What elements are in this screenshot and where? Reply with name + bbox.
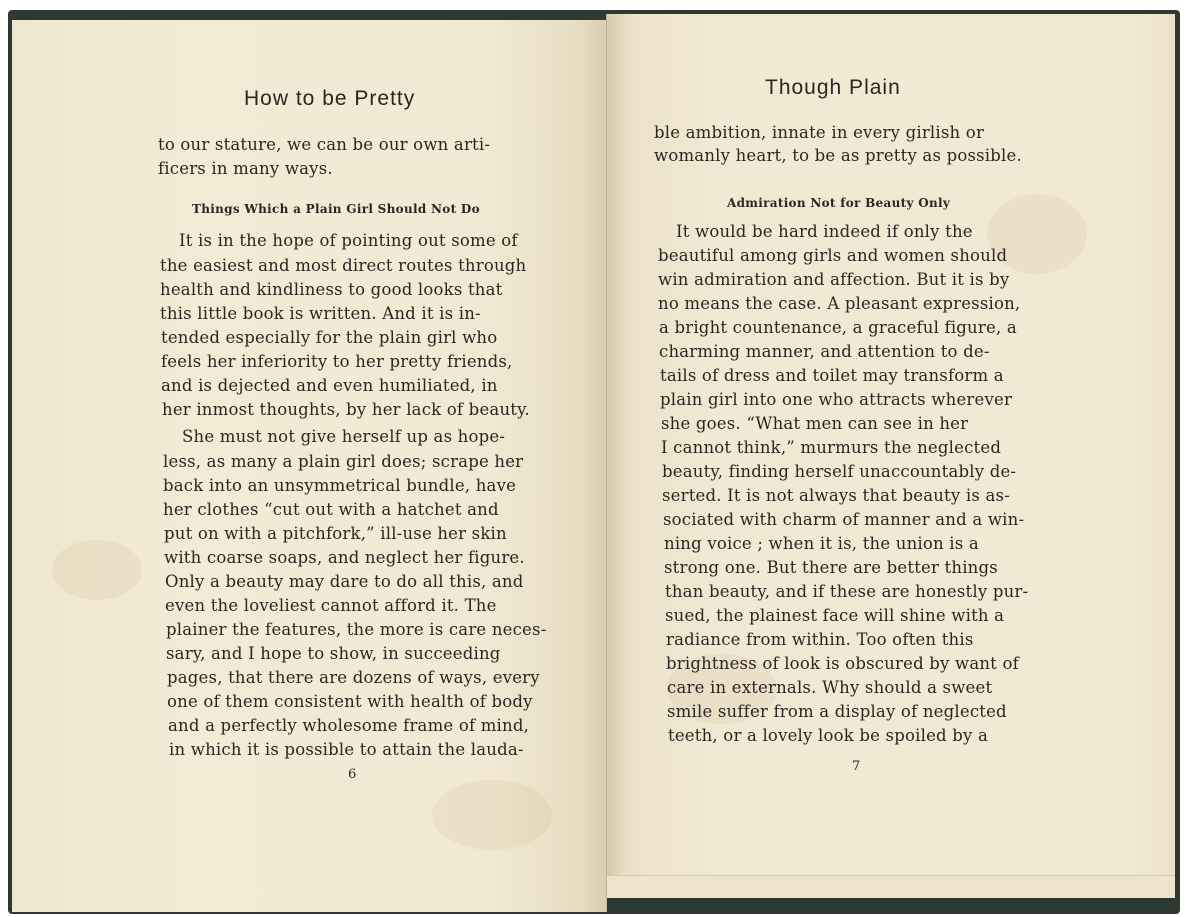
text-line: It would be hard indeed if only the (676, 222, 973, 241)
text-line: plain girl into one who attracts wherever (660, 390, 1013, 409)
text-line: her clothes “cut out with a hatchet and (163, 500, 499, 519)
text-line: tended especially for the plain girl who (161, 328, 498, 347)
text-line: smile suffer from a display of neglected (667, 702, 1007, 721)
section-heading: Things Which a Plain Girl Should Not Do (192, 202, 480, 216)
text-line: no means the case. A pleasant expression, (658, 294, 1021, 313)
text-line: ning voice ; when it is, the union is a (664, 534, 979, 553)
text-line: womanly heart, to be as pretty as possible. (654, 146, 1022, 165)
paper-stain (432, 780, 552, 850)
text-line: teeth, or a lovely look be spoiled by a (668, 726, 989, 745)
text-line: her inmost thoughts, by her lack of beauty. (162, 400, 530, 419)
text-line: the easiest and most direct routes through (160, 256, 527, 275)
text-line: even the loveliest cannot afford it. The (165, 596, 497, 615)
text-line: She must not give herself up as hope- (182, 427, 506, 446)
text-line: back into an unsymmetrical bundle, have (163, 476, 517, 495)
text-line: one of them consistent with health of body (167, 692, 533, 711)
running-head: Though Plain (765, 76, 901, 99)
right-page (606, 14, 1175, 898)
text-line: than beauty, and if these are honestly pur- (665, 582, 1029, 601)
text-line: and a perfectly wholesome frame of mind, (168, 716, 530, 735)
text-line: beautiful among girls and women should (658, 246, 1008, 265)
text-line: this little book is written. And it is in- (160, 304, 481, 323)
text-line: less, as many a plain girl does; scrape her (163, 452, 524, 471)
text-line: ficers in many ways. (158, 159, 333, 178)
text-line: I cannot think,” murmurs the neglected (661, 438, 1002, 457)
text-line: in which it is possible to attain the lauda- (169, 740, 524, 759)
text-line: tails of dress and toilet may transform a (660, 366, 1004, 385)
text-line: charming manner, and attention to de- (659, 342, 990, 361)
text-line: sued, the plainest face will shine with a (665, 606, 1005, 625)
text-line: sociated with charm of manner and a win- (663, 510, 1025, 529)
text-line: win admiration and affection. But it is by (658, 270, 1010, 289)
text-line: serted. It is not always that beauty is as- (662, 486, 1010, 505)
text-line: ble ambition, innate in every girlish or (654, 123, 985, 142)
text-line: to our stature, we can be our own arti- (158, 135, 491, 154)
text-line: put on with a pitchfork,” ill-use her skin (164, 524, 507, 543)
text-line: health and kindliness to good looks that (160, 280, 503, 299)
text-line: with coarse soaps, and neglect her figure. (164, 548, 525, 567)
paper-stain (52, 540, 142, 600)
text-line: Only a beauty may dare to do all this, and (165, 572, 524, 591)
page-number: 7 (852, 759, 861, 774)
text-line: a bright countenance, a graceful figure, a (659, 318, 1017, 337)
text-line: It is in the hope of pointing out some of (179, 231, 518, 250)
text-line: feels her inferiority to her pretty friends, (161, 352, 513, 371)
text-line: and is dejected and even humiliated, in (161, 376, 498, 395)
text-line: strong one. But there are better things (664, 558, 998, 577)
text-line: sary, and I hope to show, in succeeding (166, 644, 501, 663)
text-line: beauty, finding herself unaccountably de- (662, 462, 1017, 481)
text-line: radiance from within. Too often this (666, 630, 974, 649)
text-line: she goes. “What men can see in her (661, 414, 969, 433)
text-line: care in externals. Why should a sweet (667, 678, 993, 697)
text-line: plainer the features, the more is care neces- (166, 620, 547, 639)
page-number: 6 (348, 767, 357, 782)
text-line: pages, that there are dozens of ways, every (167, 668, 540, 687)
left-page (12, 20, 607, 912)
running-head: How to be Pretty (244, 87, 416, 110)
text-line: brightness of look is obscured by want of (666, 654, 1019, 673)
section-heading: Admiration Not for Beauty Only (727, 196, 951, 210)
